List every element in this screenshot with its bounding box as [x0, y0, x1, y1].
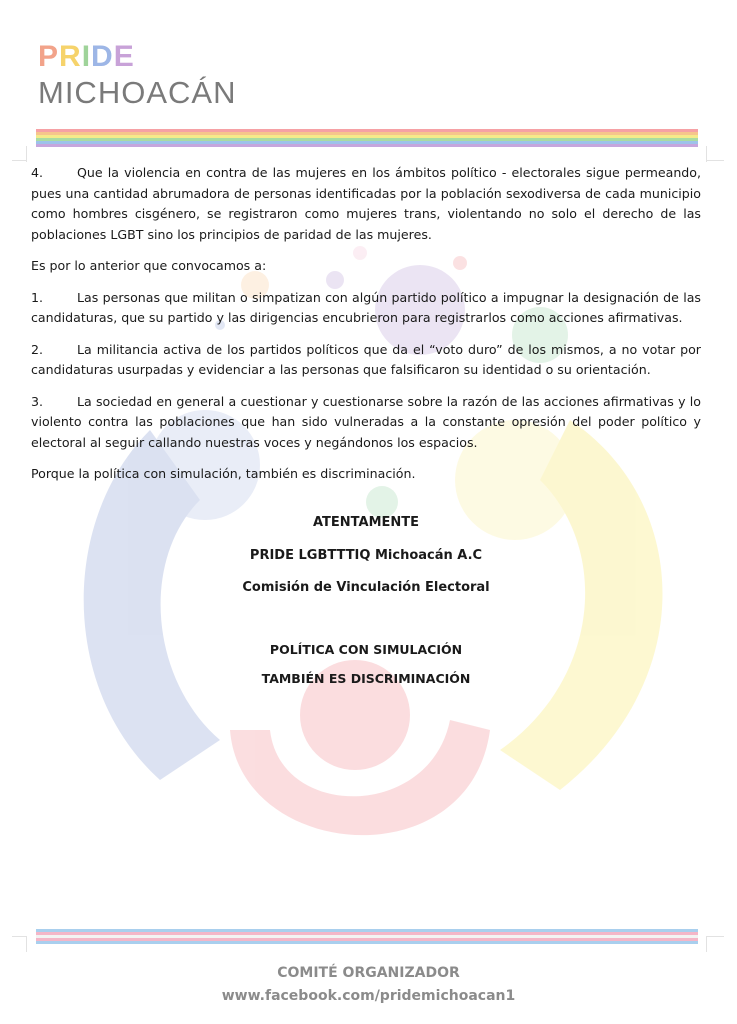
- signature-organization: PRIDE LGBTTTIQ Michoacán A.C: [249, 548, 483, 563]
- logo-subtitle: MICHOACÁN: [38, 75, 237, 110]
- item-text: Las personas que militan o simpatizan con algún partido político a impugnar la designación de las candidaturas, que su partido y las dirigencias encubrieron para registrarlos como acciones afirmativas.: [31, 289, 701, 325]
- trim-mark: [26, 936, 27, 952]
- trim-mark: [12, 936, 26, 937]
- footer-url[interactable]: www.facebook.com/pridemichoacan1: [221, 988, 516, 1004]
- trim-mark: [706, 936, 724, 937]
- item-text: La militancia activa de los partidos políticos que da el “voto duro” de los mismos, a no votar por candidaturas usurpadas y evidenciar a las personas que falsificaron su identidad o su orientación.: [31, 341, 701, 377]
- trim-mark: [706, 936, 707, 952]
- item-number: 1.: [31, 289, 44, 305]
- trans-stripes-bottom: [36, 929, 698, 944]
- trim-mark: [26, 146, 27, 162]
- logo-letter: E: [113, 40, 135, 73]
- logo-letter: D: [91, 40, 114, 73]
- watermark-red-figure: [230, 660, 490, 835]
- trim-mark: [706, 160, 724, 161]
- item-text: La sociedad en general a cuestionar y cuestionarse sobre la razón de las acciones afirmativas y lo violento contra las poblaciones que han sido vulneradas a la constante opresión del poder político y electoral al seguir callando nuestras voces y negándonos los espacios.: [31, 393, 701, 450]
- slogan-line-1: POLÍTICA CON SIMULACIÓN: [269, 642, 463, 657]
- closing-line: Porque la política con simulación, también es discriminación.: [31, 466, 416, 481]
- trim-mark: [12, 160, 26, 161]
- logo-letter: R: [59, 40, 82, 73]
- logo-letter: P: [38, 40, 60, 73]
- item-number: 4.: [31, 165, 44, 180]
- logo-letter: I: [81, 40, 92, 73]
- intro-paragraph: Es por lo anterior que convocamos a:: [31, 258, 267, 273]
- logo-pride-text: [38, 42, 236, 72]
- trim-mark: [706, 146, 707, 162]
- item-1: [31, 288, 701, 329]
- document-body: [31, 163, 701, 496]
- pride-michoacan-logo: [38, 42, 236, 108]
- item-3: [31, 392, 701, 454]
- signature-salutation: ATENTAMENTE: [312, 515, 420, 530]
- item-number: 3.: [31, 393, 44, 409]
- item-4: [31, 163, 701, 245]
- slogan-line-2: TAMBIÉN ES DISCRIMINACIÓN: [261, 671, 471, 686]
- footer-committee: COMITÉ ORGANIZADOR: [277, 965, 460, 981]
- signature-commission: Comisión de Vinculación Electoral: [242, 580, 490, 595]
- item-2: [31, 340, 701, 381]
- item-number: 2.: [31, 341, 44, 357]
- rainbow-stripes-top: [36, 129, 698, 147]
- item-text: Que la violencia en contra de las mujeres en los ámbitos político - electorales sigue permeando, pues una cantidad abrumadora de personas identificadas por la población sexodiversa de cada municipio como hombres cisgénero, se registraron como mujeres trans, violentando no solo el derecho de las poblaciones LGBT sino los principios de paridad de las mujeres.: [31, 165, 701, 242]
